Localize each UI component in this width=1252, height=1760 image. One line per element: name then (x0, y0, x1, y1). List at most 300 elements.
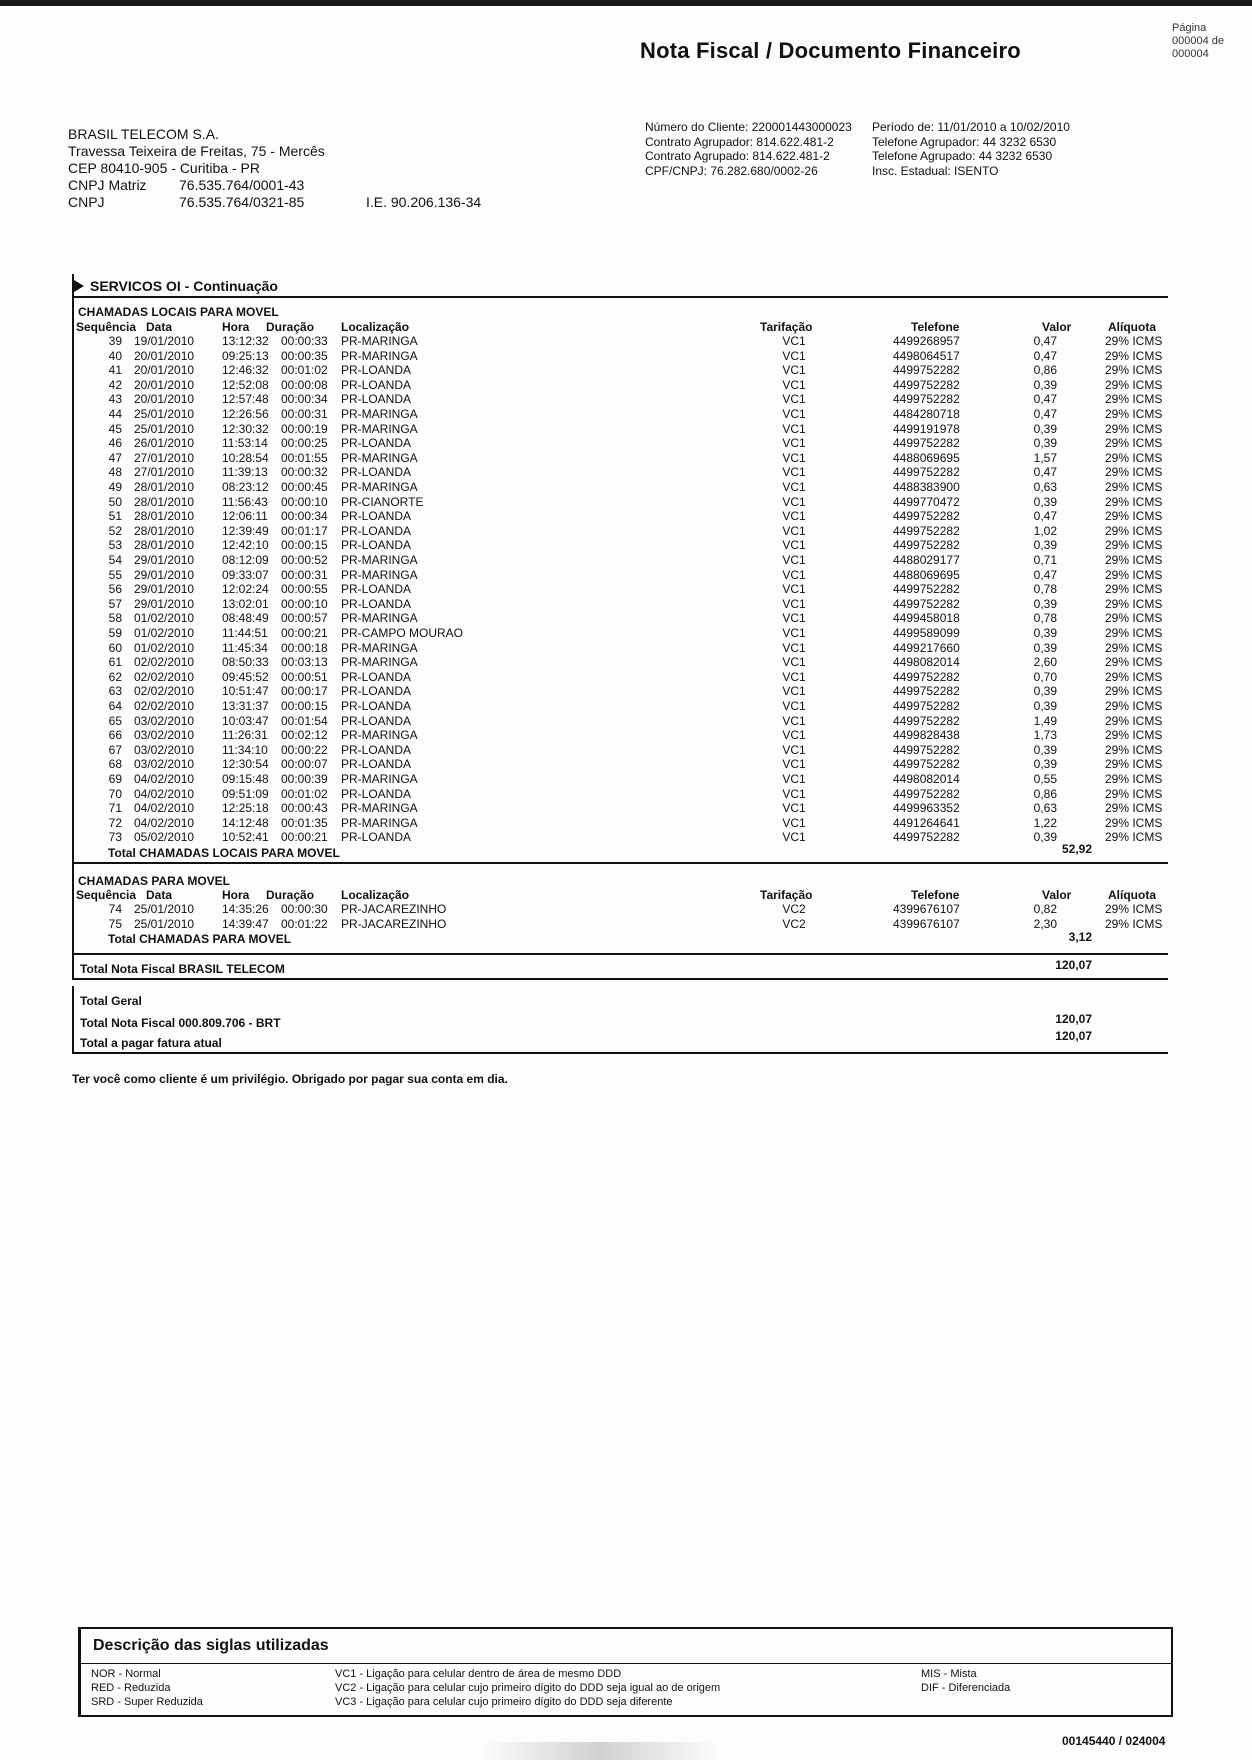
locais-cell-value: 0,39 (1033, 436, 1057, 451)
locais-cell-rate: 29% ICMS (1105, 699, 1163, 713)
locais-cell-value: 0,47 (1033, 407, 1057, 421)
locais-cell-tariff: VC1 (782, 392, 806, 407)
locais-cell-time: 12:25:18 (222, 801, 269, 816)
locais-cell-value: 0,47 (1033, 567, 1057, 582)
locais-cell-tariff: VC1 (782, 450, 806, 465)
movel-total-value: 3,12 (1068, 930, 1092, 944)
movel-header-phone: Telefone (911, 888, 960, 902)
thank-you-message: Ter você como cliente é um privilégio. Obrigado por pagar sua conta em dia. (72, 1072, 508, 1086)
locais-cell-duration: 00:00:55 (281, 582, 328, 597)
telefone-agrupado: Telefone Agrupado: 44 3232 6530 (872, 149, 1053, 163)
locais-cell-rate: 29% ICMS (1105, 786, 1163, 801)
movel-cell-rate: 29% ICMS (1105, 902, 1163, 916)
locais-cell-time: 12:52:08 (222, 377, 269, 392)
locais-cell-duration: 00:00:35 (281, 348, 328, 363)
movel-cell-tariff: VC2 (782, 916, 806, 931)
locais-cell-duration: 00:01:54 (281, 713, 328, 728)
locais-cell-phone: 4499752282 (893, 582, 960, 597)
locais-cell-tariff: VC1 (782, 582, 806, 597)
locais-cell-time: 11:53:14 (222, 436, 268, 451)
locais-header-date: Data (146, 320, 173, 334)
movel-cell-phone: 4399676107 (893, 916, 960, 931)
locais-cell-rate: 29% ICMS (1105, 655, 1163, 670)
locais-cell-location: PR-CAMPO MOURAO (341, 626, 464, 640)
locais-cell-seq: 48 (108, 465, 122, 480)
locais-cell-location: PR-MARINGA (341, 553, 418, 567)
locais-cell-location: PR-MARINGA (341, 450, 418, 465)
locais-cell-location: PR-LOANDA (341, 742, 412, 757)
locais-cell-phone: 4491264641 (893, 815, 960, 830)
locais-header-seq: Sequência (76, 320, 137, 334)
locais-cell-value: 0,86 (1033, 786, 1057, 801)
company-name: BRASIL TELECOM S.A. (68, 126, 219, 142)
cnpj-label: CNPJ (68, 194, 105, 210)
locais-cell-seq: 69 (108, 772, 122, 786)
locais-cell-date: 27/01/2010 (134, 450, 195, 465)
client-number: Número do Cliente: 220001443000023 (645, 120, 852, 134)
locais-cell-date: 28/01/2010 (134, 538, 195, 553)
total-nf-value: 120,07 (1055, 958, 1092, 972)
locais-cell-phone: 4499752282 (893, 377, 960, 392)
locais-cell-phone: 4499752282 (893, 596, 960, 611)
locais-cell-tariff: VC1 (782, 538, 806, 553)
locais-cell-phone: 4499752282 (893, 363, 960, 378)
locais-cell-date: 05/02/2010 (134, 830, 195, 845)
locais-cell-tariff: VC1 (782, 815, 806, 830)
locais-cell-rate: 29% ICMS (1105, 626, 1163, 640)
locais-cell-time: 13:02:01 (222, 596, 269, 611)
legend-rule (81, 1663, 1171, 1664)
locais-cell-value: 1,49 (1033, 713, 1057, 728)
movel-cell-rate: 29% ICMS (1105, 916, 1163, 931)
locais-cell-seq: 63 (108, 684, 122, 699)
locais-cell-time: 11:45:34 (222, 640, 268, 655)
locais-cell-duration: 00:00:31 (281, 407, 328, 421)
locais-cell-phone: 4499752282 (893, 830, 960, 845)
locais-cell-phone: 4499752282 (893, 523, 960, 538)
locais-cell-duration: 00:00:21 (281, 626, 328, 640)
locais-cell-phone: 4499770472 (893, 494, 960, 509)
movel-header-location: Localização (341, 888, 410, 902)
locais-cell-phone: 4498064517 (893, 348, 960, 363)
locais-cell-phone: 4498082014 (893, 655, 960, 670)
movel-total-label: Total CHAMADAS PARA MOVEL (108, 932, 292, 946)
legend-nor: NOR - Normal (91, 1668, 161, 1680)
locais-cell-phone: 4499752282 (893, 538, 960, 553)
locais-cell-duration: 00:00:45 (281, 480, 328, 494)
legend-col-other (921, 1667, 1010, 1695)
locais-cell-time: 11:56:43 (222, 494, 268, 509)
locais-cell-duration: 00:00:15 (281, 538, 328, 553)
locais-cell-rate: 29% ICMS (1105, 348, 1163, 363)
total-nf2-value: 120,07 (1055, 1012, 1092, 1026)
locais-cell-rate: 29% ICMS (1105, 407, 1163, 421)
locais-cell-phone: 4499752282 (893, 786, 960, 801)
legend-col-vc (335, 1667, 720, 1709)
locais-cell-tariff: VC1 (782, 742, 806, 757)
locais-cell-time: 12:30:54 (222, 757, 269, 772)
locais-cell-seq: 73 (108, 830, 122, 845)
locais-cell-rate: 29% ICMS (1105, 377, 1163, 392)
movel-cell-value: 2,30 (1033, 916, 1057, 931)
locais-cell-duration: 00:01:55 (281, 450, 328, 465)
locais-cell-phone: 4498082014 (893, 772, 960, 786)
movel-title: CHAMADAS PARA MOVEL (78, 874, 230, 888)
locais-cell-value: 0,39 (1033, 421, 1057, 436)
movel-header-time: Hora (222, 888, 250, 902)
locais-cell-location: PR-LOANDA (341, 757, 412, 772)
locais-cell-rate: 29% ICMS (1105, 713, 1163, 728)
locais-cell-time: 08:23:12 (222, 480, 269, 494)
locais-cell-seq: 64 (108, 699, 122, 713)
locais-cell-location: PR-MARINGA (341, 407, 418, 421)
locais-cell-duration: 00:00:32 (281, 465, 328, 480)
movel-cell-time: 14:35:26 (222, 902, 269, 916)
locais-cell-phone: 4488029177 (893, 553, 960, 567)
locais-cell-value: 0,39 (1033, 640, 1057, 655)
movel-rule (72, 953, 1168, 955)
locais-cell-tariff: VC1 (782, 757, 806, 772)
locais-cell-phone: 4499191978 (893, 421, 960, 436)
movel-cell-phone: 4399676107 (893, 902, 960, 916)
locais-total-label: Total CHAMADAS LOCAIS PARA MOVEL (108, 846, 340, 860)
geral-rule (72, 1052, 1168, 1054)
locais-cell-time: 11:44:51 (222, 626, 268, 640)
locais-cell-tariff: VC1 (782, 684, 806, 699)
locais-cell-location: PR-LOANDA (341, 436, 412, 451)
cnpj-matriz-label: CNPJ Matriz (68, 177, 147, 193)
footer-code: 00145440 / 024004 (1062, 1734, 1166, 1748)
locais-cell-location: PR-LOANDA (341, 465, 412, 480)
locais-cell-rate: 29% ICMS (1105, 509, 1163, 524)
locais-cell-time: 10:28:54 (222, 450, 269, 465)
movel-cell-value: 0,82 (1033, 902, 1057, 916)
locais-cell-tariff: VC1 (782, 480, 806, 494)
locais-cell-value: 0,39 (1033, 684, 1057, 699)
locais-cell-seq: 71 (108, 801, 122, 816)
legend-vc3: VC3 - Ligação para celular cujo primeiro dígito do DDD seja diferente (335, 1696, 673, 1708)
locais-cell-rate: 29% ICMS (1105, 363, 1163, 378)
locais-cell-date: 28/01/2010 (134, 523, 195, 538)
page-total: 000004 (1172, 48, 1209, 60)
locais-cell-phone: 4484280718 (893, 407, 960, 421)
locais-cell-duration: 00:00:57 (281, 611, 328, 626)
locais-cell-rate: 29% ICMS (1105, 596, 1163, 611)
locais-cell-duration: 00:00:08 (281, 377, 328, 392)
locais-cell-location: PR-CIANORTE (341, 494, 424, 509)
locais-cell-duration: 00:02:12 (281, 728, 328, 743)
locais-cell-tariff: VC1 (782, 465, 806, 480)
locais-cell-rate: 29% ICMS (1105, 436, 1163, 451)
locais-cell-date: 27/01/2010 (134, 465, 195, 480)
movel-cell-seq: 74 (108, 902, 122, 916)
section-frame-left (72, 274, 74, 979)
locais-cell-value: 0,39 (1033, 538, 1057, 553)
locais-cell-duration: 00:00:34 (281, 509, 328, 524)
locais-cell-date: 20/01/2010 (134, 348, 195, 363)
locais-cell-duration: 00:00:52 (281, 553, 328, 567)
movel-cell-duration: 00:00:30 (281, 902, 328, 916)
movel-cell-location: PR-JACAREZINHO (341, 902, 447, 916)
movel-cell-seq: 75 (108, 916, 122, 931)
locais-cell-seq: 56 (108, 582, 122, 597)
movel-cell-duration: 00:01:22 (281, 916, 328, 931)
movel-cell-tariff: VC2 (782, 902, 806, 916)
locais-cell-date: 26/01/2010 (134, 436, 195, 451)
locais-cell-seq: 39 (108, 334, 122, 348)
locais-cell-tariff: VC1 (782, 772, 806, 786)
locais-cell-rate: 29% ICMS (1105, 494, 1163, 509)
locais-cell-value: 0,39 (1033, 626, 1057, 640)
locais-cell-phone: 4499752282 (893, 699, 960, 713)
locais-cell-value: 0,47 (1033, 465, 1057, 480)
locais-cell-seq: 55 (108, 567, 122, 582)
locais-header-tariff: Tarifação (760, 320, 813, 334)
locais-cell-date: 02/02/2010 (134, 699, 195, 713)
locais-cell-tariff: VC1 (782, 728, 806, 743)
total-nf-rule (72, 978, 1168, 980)
locais-cell-seq: 66 (108, 728, 122, 743)
legend-vc2: VC2 - Ligação para celular cujo primeiro dígito do DDD seja igual ao de origem (335, 1682, 721, 1694)
locais-cell-value: 0,63 (1033, 480, 1057, 494)
locais-cell-phone: 4488069695 (893, 567, 960, 582)
locais-cell-location: PR-MARINGA (341, 611, 418, 626)
locais-cell-value: 0,55 (1033, 772, 1057, 786)
locais-cell-seq: 60 (108, 640, 122, 655)
locais-cell-tariff: VC1 (782, 655, 806, 670)
locais-cell-seq: 62 (108, 669, 122, 684)
locais-cell-location: PR-MARINGA (341, 728, 418, 743)
locais-cell-rate: 29% ICMS (1105, 553, 1163, 567)
locais-cell-phone: 4499752282 (893, 465, 960, 480)
locais-cell-phone: 4488383900 (893, 480, 960, 494)
locais-cell-value: 1,02 (1033, 523, 1057, 538)
locais-cell-date: 02/02/2010 (134, 684, 195, 699)
inscricao-estadual: I.E. 90.206.136-34 (366, 194, 482, 210)
locais-cell-seq: 70 (108, 786, 122, 801)
locais-cell-tariff: VC1 (782, 363, 806, 378)
locais-cell-date: 28/01/2010 (134, 494, 195, 509)
locais-cell-value: 0,39 (1033, 830, 1057, 845)
locais-cell-phone: 4499752282 (893, 436, 960, 451)
locais-cell-tariff: VC1 (782, 407, 806, 421)
locais-cell-rate: 29% ICMS (1105, 772, 1163, 786)
scan-top-edge (0, 0, 1252, 6)
page-indicator (1172, 22, 1224, 61)
cnpj-value: 76.535.764/0321-85 (179, 194, 305, 210)
locais-cell-value: 0,63 (1033, 801, 1057, 816)
total-nf2-label: Total Nota Fiscal 000.809.706 - BRT (80, 1016, 281, 1030)
company-address: Travessa Teixeira de Freitas, 75 - Mercês (68, 143, 325, 159)
locais-cell-location: PR-LOANDA (341, 713, 412, 728)
locais-cell-location: PR-LOANDA (341, 392, 412, 407)
locais-cell-duration: 00:00:07 (281, 757, 328, 772)
locais-cell-time: 12:06:11 (222, 509, 268, 524)
locais-cell-rate: 29% ICMS (1105, 450, 1163, 465)
locais-cell-date: 02/02/2010 (134, 669, 195, 684)
locais-cell-location: PR-LOANDA (341, 596, 412, 611)
document-title: Nota Fiscal / Documento Financeiro (640, 38, 1021, 63)
locais-cell-rate: 29% ICMS (1105, 640, 1163, 655)
locais-cell-seq: 54 (108, 553, 122, 567)
total-nf-label: Total Nota Fiscal BRASIL TELECOM (80, 962, 285, 976)
telefone-agrupador: Telefone Agrupador: 44 3232 6530 (872, 134, 1057, 149)
locais-cell-date: 28/01/2010 (134, 480, 195, 494)
locais-cell-time: 12:39:49 (222, 523, 269, 538)
locais-cell-location: PR-MARINGA (341, 421, 418, 436)
locais-cell-location: PR-MARINGA (341, 801, 418, 816)
locais-cell-location: PR-MARINGA (341, 567, 418, 582)
locais-header-phone: Telefone (911, 320, 960, 334)
locais-cell-location: PR-LOANDA (341, 582, 412, 597)
page-label: Página (1172, 22, 1207, 34)
locais-cell-duration: 00:00:25 (281, 436, 328, 451)
locais-cell-phone: 4499752282 (893, 742, 960, 757)
locais-cell-date: 01/02/2010 (134, 611, 195, 626)
locais-cell-phone: 4499589099 (893, 626, 960, 640)
locais-header-value: Valor (1042, 320, 1072, 334)
locais-cell-tariff: VC1 (782, 611, 806, 626)
locais-cell-value: 0,47 (1033, 509, 1057, 524)
total-pagar-label: Total a pagar fatura atual (80, 1036, 222, 1050)
locais-cell-duration: 00:00:34 (281, 392, 328, 407)
movel-cell-location: PR-JACAREZINHO (341, 916, 447, 931)
locais-cell-tariff: VC1 (782, 377, 806, 392)
locais-cell-tariff: VC1 (782, 626, 806, 640)
locais-cell-rate: 29% ICMS (1105, 567, 1163, 582)
locais-cell-date: 19/01/2010 (134, 334, 195, 348)
locais-cell-date: 29/01/2010 (134, 553, 195, 567)
locais-cell-value: 0,39 (1033, 377, 1057, 392)
locais-cell-rate: 29% ICMS (1105, 538, 1163, 553)
locais-cell-rate: 29% ICMS (1105, 392, 1163, 407)
total-geral-label: Total Geral (80, 994, 142, 1008)
locais-cell-rate: 29% ICMS (1105, 830, 1163, 845)
locais-cell-time: 09:15:48 (222, 772, 269, 786)
locais-cell-value: 0,39 (1033, 742, 1057, 757)
locais-cell-date: 02/02/2010 (134, 655, 195, 670)
locais-cell-seq: 42 (108, 377, 122, 392)
locais-cell-time: 13:12:32 (222, 334, 269, 348)
locais-cell-seq: 41 (108, 363, 122, 378)
locais-cell-location: PR-MARINGA (341, 815, 418, 830)
locais-cell-duration: 00:00:18 (281, 640, 328, 655)
locais-cell-phone: 4499268957 (893, 334, 960, 348)
legend-red: RED - Reduzida (91, 1682, 171, 1694)
locais-cell-seq: 46 (108, 436, 122, 451)
locais-cell-tariff: VC1 (782, 596, 806, 611)
locais-cell-duration: 00:00:10 (281, 596, 328, 611)
locais-cell-phone: 4499752282 (893, 684, 960, 699)
locais-cell-rate: 29% ICMS (1105, 684, 1163, 699)
locais-cell-seq: 53 (108, 538, 122, 553)
locais-cell-date: 03/02/2010 (134, 742, 195, 757)
locais-cell-location: PR-LOANDA (341, 669, 412, 684)
locais-cell-phone: 4488069695 (893, 450, 960, 465)
locais-header-duration: Duração (266, 320, 315, 334)
periodo: Período de: 11/01/2010 a 10/02/2010 (872, 120, 1070, 134)
movel-header-date: Data (146, 888, 173, 902)
locais-cell-seq: 45 (108, 421, 122, 436)
locais-cell-tariff: VC1 (782, 567, 806, 582)
section-title: SERVICOS OI - Continuação (90, 278, 278, 294)
locais-cell-value: 0,71 (1033, 553, 1057, 567)
locais-cell-time: 11:26:31 (222, 728, 268, 743)
locais-cell-tariff: VC1 (782, 553, 806, 567)
company-cnpj (68, 194, 325, 211)
section-arrow-icon (74, 280, 84, 292)
locais-cell-duration: 00:00:43 (281, 801, 328, 816)
contrato-agrupador: Contrato Agrupador: 814.622.481-2 (645, 134, 834, 149)
locais-cell-seq: 47 (108, 450, 122, 465)
locais-cell-rate: 29% ICMS (1105, 334, 1163, 348)
locais-cell-location: PR-LOANDA (341, 523, 412, 538)
locais-cell-location: PR-MARINGA (341, 480, 418, 494)
locais-cell-location: PR-MARINGA (341, 655, 418, 670)
locais-cell-seq: 40 (108, 348, 122, 363)
locais-cell-date: 29/01/2010 (134, 596, 195, 611)
locais-cell-date: 03/02/2010 (134, 713, 195, 728)
locais-cell-tariff: VC1 (782, 421, 806, 436)
locais-cell-duration: 00:00:31 (281, 567, 328, 582)
movel-header-rate: Alíquota (1108, 888, 1156, 902)
locais-cell-value: 0,47 (1033, 392, 1057, 407)
locais-cell-value: 1,22 (1033, 815, 1057, 830)
locais-cell-rate: 29% ICMS (1105, 728, 1163, 743)
locais-cell-phone: 4499752282 (893, 713, 960, 728)
locais-cell-location: PR-MARINGA (341, 640, 418, 655)
locais-cell-time: 08:50:33 (222, 655, 269, 670)
contrato-agrupado: Contrato Agrupado: 814.622.481-2 (645, 149, 830, 163)
locais-rule (72, 862, 1168, 864)
movel-header-value: Valor (1042, 888, 1072, 902)
locais-cell-seq: 49 (108, 480, 122, 494)
locais-cell-rate: 29% ICMS (1105, 480, 1163, 494)
locais-cell-seq: 65 (108, 713, 122, 728)
locais-total-value: 52,92 (1061, 842, 1092, 856)
locais-cell-date: 04/02/2010 (134, 772, 195, 786)
client-info-left (645, 120, 852, 178)
locais-cell-value: 2,60 (1033, 655, 1057, 670)
locais-cell-phone: 4499828438 (893, 728, 960, 743)
locais-cell-phone: 4499752282 (893, 757, 960, 772)
locais-cell-tariff: VC1 (782, 494, 806, 509)
locais-cell-tariff: VC1 (782, 699, 806, 713)
legend-box (78, 1627, 1173, 1717)
locais-cell-time: 11:34:10 (222, 742, 268, 757)
locais-cell-tariff: VC1 (782, 713, 806, 728)
locais-cell-phone: 4499963352 (893, 801, 960, 816)
locais-cell-phone: 4499752282 (893, 392, 960, 407)
locais-cell-location: PR-LOANDA (341, 699, 412, 713)
locais-cell-value: 0,39 (1033, 494, 1057, 509)
locais-cell-value: 1,73 (1033, 728, 1057, 743)
total-pagar-value: 120,07 (1055, 1029, 1092, 1043)
locais-cell-time: 10:52:41 (222, 830, 269, 845)
legend-dif: DIF - Diferenciada (921, 1682, 1011, 1694)
locais-cell-tariff: VC1 (782, 830, 806, 845)
locais-cell-seq: 61 (108, 655, 122, 670)
locais-cell-duration: 00:01:17 (281, 523, 328, 538)
locais-cell-seq: 68 (108, 757, 122, 772)
locais-cell-tariff: VC1 (782, 640, 806, 655)
locais-cell-rate: 29% ICMS (1105, 815, 1163, 830)
locais-cell-location: PR-LOANDA (341, 363, 412, 378)
locais-cell-time: 12:26:56 (222, 407, 269, 421)
locais-cell-tariff: VC1 (782, 786, 806, 801)
locais-cell-time: 09:33:07 (222, 567, 269, 582)
locais-cell-value: 0,78 (1033, 582, 1057, 597)
